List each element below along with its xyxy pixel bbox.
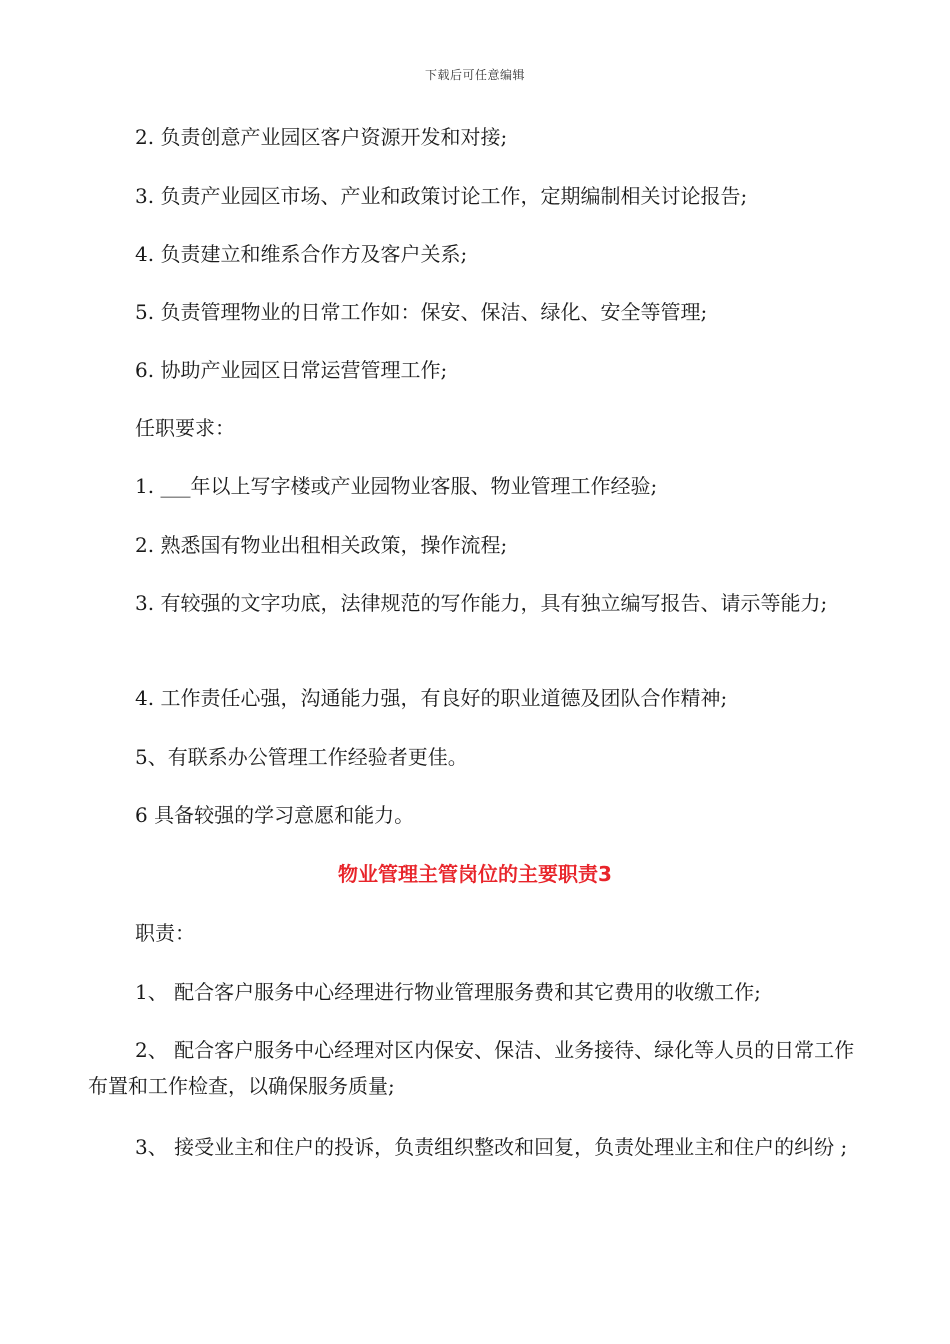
duty3-item-1: 1、 配合客户服务中心经理进行物业管理服务费和其它费用的收缴工作;	[135, 980, 761, 1004]
requirement-item-4: 4. 工作责任心强，沟通能力强，有良好的职业道德及团队合作精神;	[135, 686, 728, 710]
requirement-item-2: 2. 熟悉国有物业出租相关政策，操作流程;	[135, 533, 508, 557]
requirement-item-6: 6 具备较强的学习意愿和能力。	[135, 803, 415, 827]
duty3-item-2: 2、 配合客户服务中心经理对区内保安、保洁、业务接待、绿化等人员的日常工作布置和工作检查，以确保服务质量;	[88, 1038, 855, 1098]
duty-item-3: 3. 负责产业园区市场、产业和政策讨论工作，定期编制相关讨论报告;	[135, 184, 748, 208]
duty-item-6: 6. 协助产业园区日常运营管理工作;	[135, 358, 448, 382]
requirement-item-3: 3. 有较强的文字功底，法律规范的写作能力，具有独立编写报告、请示等能力;	[135, 591, 828, 615]
duty-item-4: 4. 负责建立和维系合作方及客户关系;	[135, 242, 468, 266]
requirements-heading: 任职要求：	[135, 416, 235, 440]
requirement-item-1: 1. ___年以上写字楼或产业园物业客服、物业管理工作经验;	[135, 474, 658, 498]
duty3-item-3: 3、 接受业主和住户的投诉，负责组织整改和回复，负责处理业主和住户的纠纷 ;	[135, 1135, 848, 1159]
duties-heading: 职责：	[135, 921, 195, 945]
duty-item-5: 5. 负责管理物业的日常工作如：保安、保洁、绿化、安全等管理;	[135, 300, 708, 324]
requirement-item-5: 5、有联系办公管理工作经验者更佳。	[135, 745, 468, 769]
duty-item-2: 2. 负责创意产业园区客户资源开发和对接;	[135, 125, 508, 149]
section-title: 物业管理主管岗位的主要职责3	[338, 862, 612, 886]
page-header: 下载后可任意编辑	[424, 68, 525, 82]
